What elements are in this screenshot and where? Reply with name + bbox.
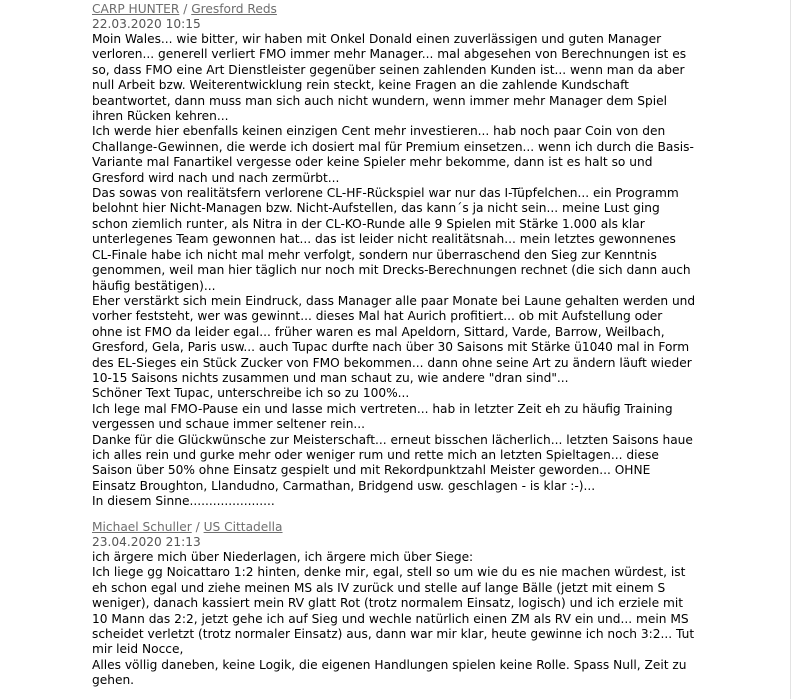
post-paragraph: Eher verstärkt sich mein Eindruck, dass Manager alle paar Monate bei Laune gehalten werden und vorher feststeht, wer was gewinnt... dieses Mal hat Aurich profitiert... ob mit Aufstellung oder ohne ist FMO da leider egal... früher waren es mal Apeldorn, Sittard, Varde, Barrow, Weilbach, Gresford, Gela, Paris usw... auch Tupac durfte nach über 30 Saisons mit Stärke ü1040 mal in Form des EL-Sieges ein Stück Zucker von FMO bekommen... dann ohne seine Art zu ändern läuft wieder 10-15 Saisons nichts zusammen und man schaut zu, wie andere "dran sind"... <box>92 293 696 385</box>
forum-post <box>92 520 696 689</box>
team-link[interactable]: Gresford Reds <box>191 2 277 16</box>
post-header <box>92 2 696 17</box>
post-paragraph: Moin Wales... wie bitter, wir haben mit Onkel Donald einen zuverlässigen und guten Manager verloren... generell verliert FMO immer mehr Manager... mal abgesehen von Berechnungen ist es so, dass FMO eine Art Dienstleister gegenüber seinen zahlenden Kunden ist... wenn man da aber null Arbeit bzw. Weiterentwicklung rein steckt, keine Fragen an die zahlende Kundschaft beantwortet, dann muss man sich auch nicht wundern, wenn immer mehr Manager dem Spiel ihren Rücken kehren... <box>92 32 687 124</box>
post-paragraph: Danke für die Glückwünsche zur Meisterschaft... erneut bisschen lächerlich... letzten Saisons haue ich alles rein und gurke mehr oder weniger rum und rette mich an letzten Spieltagen... diese Saison über 50% ohne Einsatz gespielt und mit Rekordpunktzahl Meister geworden... OHNE Einsatz Broughton, Llandudno, Carmathan, Bridgend usw. geschlagen - is klar :-)... <box>92 432 693 493</box>
post-body <box>92 550 696 689</box>
post-paragraph: Schöner Text Tupac, unterschreibe ich so zu 100%... <box>92 386 410 401</box>
author-team-separator: / <box>179 2 192 16</box>
post-paragraph: ich ärgere mich über Niederlagen, ich ärgere mich über Siege: <box>92 550 474 564</box>
author-link[interactable]: CARP HUNTER <box>92 2 180 16</box>
forum-post <box>92 2 696 510</box>
post-body <box>92 32 696 510</box>
post-paragraph: Ich werde hier ebenfalls keinen einzigen Cent mehr investieren... hab noch paar Coin von den Challange-Gewinnen, die werde ich dosiert mal für Premium einsetzen... wenn ich durch die Basis-Variante mal Fanartikel vergesse oder keine Spieler mehr bekomme, dann ist es halt so und Gresford wird nach und nach zermürbt... <box>92 124 694 185</box>
post-paragraph: In diesem Sinne...................... <box>92 494 275 509</box>
post-paragraph: Ich liege gg Noicattaro 1:2 hinten, denke mir, egal, stell so um wie du es nie machen würdest, ist eh schon egal und ziehe meinen MS als IV zurück und stelle auf lange Bälle (jetzt mit einem S weniger), danach kassiert mein RV glatt Rot (trotz normalem Einsatz, logisch) und ich erziele mit 10 Mann das 2:2, jetzt gehe ich auf Sieg und wechle natürlich einen ZM als RV ein und... mein MS scheidet verletzt (trotz normaler Einsatz) aus, dann war mir klar, heute gewinne ich noch 3:2... Tut mir leid Nocce, <box>92 565 695 657</box>
author-team-separator: / <box>191 520 204 534</box>
post-date: 22.03.2020 10:15 <box>92 17 201 31</box>
post-header <box>92 520 696 535</box>
author-link[interactable]: Michael Schuller <box>92 520 192 534</box>
post-date: 23.04.2020 21:13 <box>92 535 201 549</box>
team-link[interactable]: US Cittadella <box>203 520 283 534</box>
post-paragraph: Ich lege mal FMO-Pause ein und lasse mich vertreten... hab in letzter Zeit eh zu häufig Training vergessen und schaue immer seltener rein... <box>92 401 673 432</box>
post-paragraph: Alles völlig daneben, keine Logik, die eigenen Handlungen spielen keine Rolle. Spass Null, Zeit zu gehen. <box>92 657 687 688</box>
post-paragraph: Das sowas von realitätsfern verlorene CL-HF-Rückspiel war nur das I-Tüpfelchen... ein Programm belohnt hier Nicht-Managen bzw. Nicht-Aufstellen, das kann´s ja nicht sein... meine Lust ging schon ziemlich runter, als Nitra in der CL-KO-Runde alle 9 Spielen mit Stärke 1.000 als klar unterlegenes Team gewonnen hat... das ist leider nicht realitätsnah... mein letztes gewonnenes CL-Finale habe ich nicht mal mehr verfolgt, sondern nur überraschend den Sieg zur Kenntnis genommen, weil man hier täglich nur noch mit Drecks-Berechnungen rechnet (die sich dann auch häufig bestätigen)... <box>92 186 691 293</box>
